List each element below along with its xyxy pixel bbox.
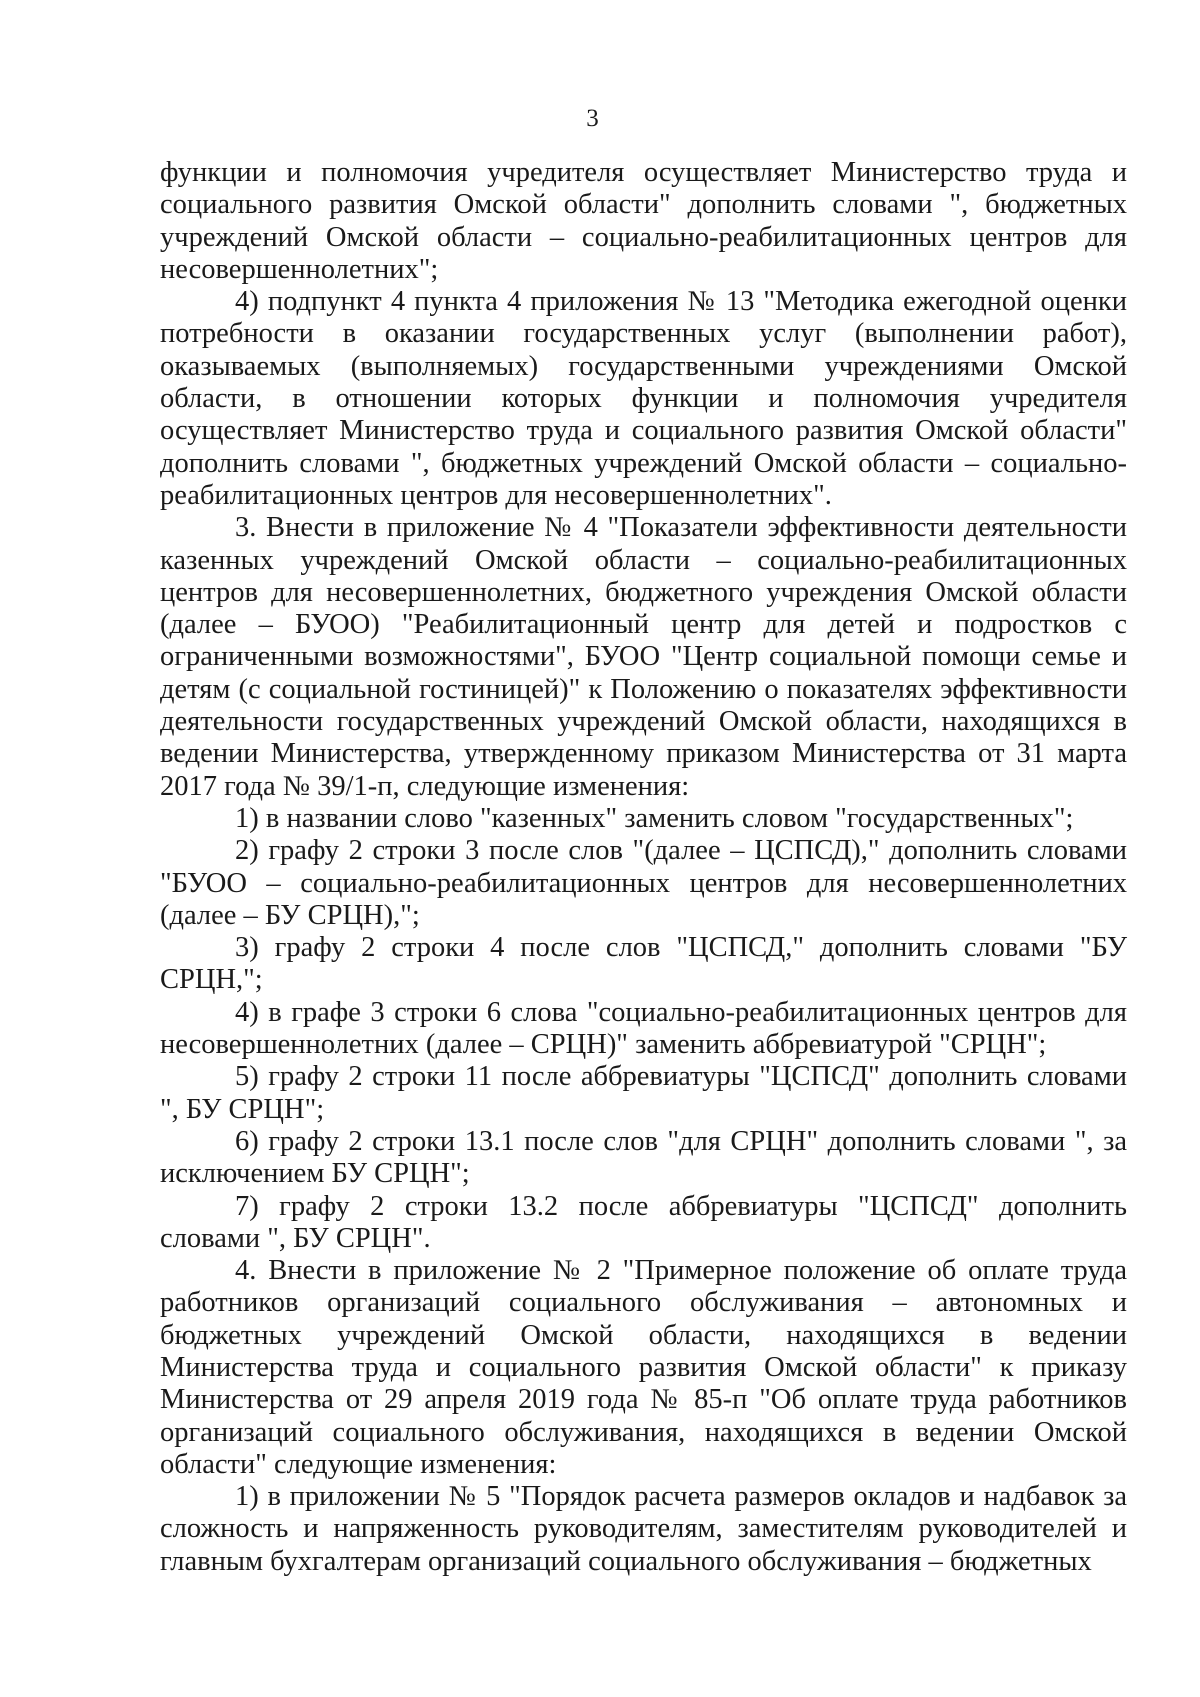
- document-body: [160, 157, 1127, 1578]
- paragraph-item-2-4: 4) подпункт 4 пункта 4 приложения № 13 "Методика ежегодной оценки потребности в оказании государственных услуг (выполнении работ), оказываемых (выполняемых) государственными учреждениями Омской области, в отношении которых функции и полномочия учредителя осуществляет Министерство труда и социального развития Омской области" дополнить словами ", бюджетных учреждений Омской области – социально-реабилитационных центров для несовершеннолетних".: [160, 286, 1127, 511]
- page-number: 3: [586, 105, 599, 132]
- paragraph-item-3-1: 1) в названии слово "казенных" заменить словом "государственных";: [235, 802, 1074, 834]
- paragraph-item-4-1: 1) в приложении № 5 "Порядок расчета размеров окладов и надбавок за сложность и напряженность руководителям, заместителям руководителей и главным бухгалтерам организаций социального обслуживания – бюджетных: [160, 1481, 1127, 1577]
- paragraph-item-3-4: 4) в графе 3 строки 6 слова "социально-реабилитационных центров для несовершеннолетних (далее – СРЦН)" заменить аббревиатурой "СРЦН";: [160, 996, 1127, 1061]
- paragraph-item-3-2: 2) графу 2 строки 3 после слов "(далее – ЦСПСД)," дополнить словами "БУОО – социально-реабилитационных центров для несовершеннолетних (далее – БУ СРЦН),";: [160, 835, 1127, 931]
- paragraph-item-3-7: 7) графу 2 строки 13.2 после аббревиатуры "ЦСПСД" дополнить словами ", БУ СРЦН".: [160, 1190, 1127, 1254]
- paragraph-continuation: функции и полномочия учредителя осуществляет Министерство труда и социального развития Омской области" дополнить словами ", бюджетных учреждений Омской области – социально-реабилитационных центров для несовершеннолетних";: [160, 157, 1127, 285]
- paragraph-item-3-6: 6) графу 2 строки 13.1 после слов "для СРЦН" дополнить словами ", за исключением БУ СРЦН";: [160, 1125, 1127, 1190]
- paragraph-item-3-3: 3) графу 2 строки 4 после слов "ЦСПСД," дополнить словами "БУ СРЦН,";: [160, 932, 1127, 996]
- paragraph-section-3: 3. Внести в приложение № 4 "Показатели эффективности деятельности казенных учреждений Омской области – социально-реабилитационных центров для несовершеннолетних, бюджетного учреждения Омской области (далее – БУОО) "Реабилитационный центр для детей и подростков с ограниченными возможностями", БУОО "Центр социальной помощи семье и детям (с социальной гостиницей)" к Положению о показателях эффективности деятельности государственных учреждений Омской области, находящихся в ведении Министерства, утвержденному приказом Министерства от 31 марта 2017 года № 39/1-п, следующие изменения:: [160, 512, 1127, 802]
- paragraph-section-4: 4. Внести в приложение № 2 "Примерное положение об оплате труда работников организаций социального обслуживания – автономных и бюджетных учреждений Омской области, находящихся в ведении Министерства труда и социального развития Омской области" к приказу Министерства от 29 апреля 2019 года № 85-п "Об оплате труда работников организаций социального обслуживания, находящихся в ведении Омской области" следующие изменения:: [160, 1255, 1127, 1480]
- paragraph-item-3-5: 5) графу 2 строки 11 после аббревиатуры "ЦСПСД" дополнить словами ", БУ СРЦН";: [160, 1061, 1127, 1125]
